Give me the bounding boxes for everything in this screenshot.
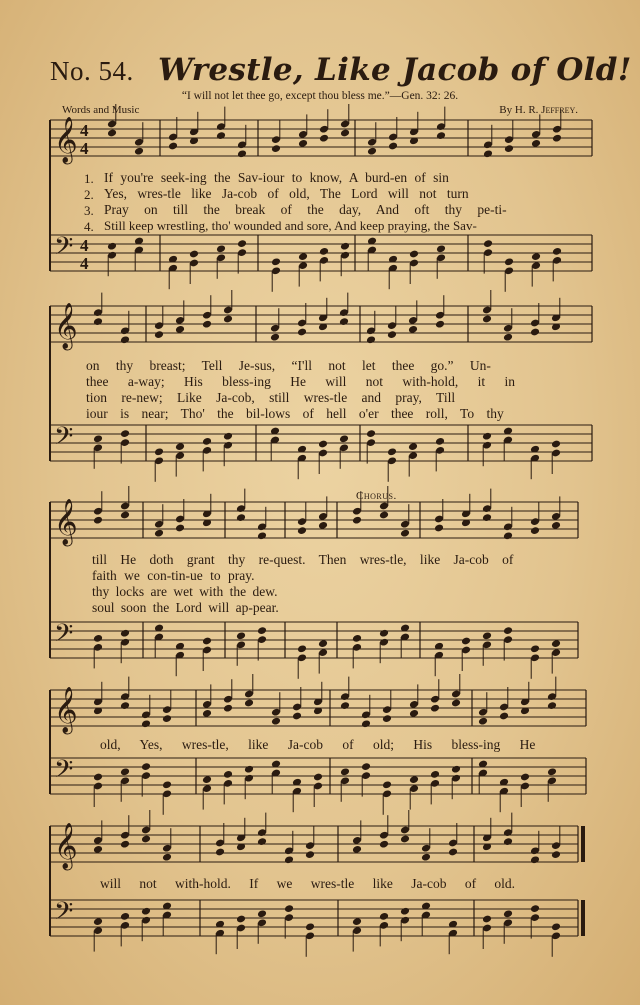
bass-clef-icon: 𝄢 — [54, 422, 74, 457]
chorus-label: Chorus. — [356, 490, 397, 502]
note-head — [257, 531, 267, 540]
note-head — [120, 429, 130, 438]
note-head — [216, 131, 226, 140]
bass-clef-icon: 𝄢 — [54, 232, 74, 267]
note-head — [93, 516, 103, 525]
note-head — [244, 765, 254, 774]
note-head — [366, 429, 376, 438]
note-head — [93, 634, 103, 643]
lyric-line: Still keep wrestling, tho' wounded and sore, And keep praying, the Sav- — [104, 218, 477, 233]
note-head — [552, 134, 562, 143]
note-head — [120, 511, 130, 520]
note-head — [141, 907, 151, 916]
lyric-line: thy locks are wet with the dew. — [92, 584, 278, 599]
note-head — [162, 780, 172, 789]
bass-clef-icon: 𝄢 — [54, 619, 74, 654]
verse-number: 4. — [84, 219, 94, 234]
bass-clef-icon: 𝄢 — [54, 755, 74, 790]
lyric-line: on thy breast; Tell Je-sus, “I'll not let thee go.” Un- — [86, 358, 491, 373]
note-head — [382, 780, 392, 789]
credits-by: By — [499, 104, 513, 116]
note-head — [107, 242, 117, 251]
note-head — [530, 328, 540, 337]
treble-clef-icon: 𝄞 — [54, 303, 78, 349]
note-head — [448, 848, 458, 857]
lyric-line: Pray on till the break of the day, And oft thy pe-ti- — [104, 202, 507, 217]
note-head — [434, 524, 444, 533]
note-head — [379, 840, 389, 849]
note-head — [361, 719, 371, 728]
note-head — [451, 765, 461, 774]
note-head — [237, 239, 247, 248]
author-name: H. R. Jeffrey. — [514, 104, 578, 116]
note-head — [297, 644, 307, 653]
note-head — [215, 848, 225, 857]
note-head — [482, 513, 492, 522]
note-head — [257, 837, 267, 846]
note-head — [436, 131, 446, 140]
verse-number: 1. — [84, 171, 94, 186]
lyric-line: soul soon the Lord will ap-pear. — [92, 600, 279, 615]
note-head — [292, 712, 302, 721]
note-head — [313, 773, 323, 782]
note-head — [409, 250, 419, 259]
note-head — [202, 637, 212, 646]
note-head — [340, 767, 350, 776]
note-head — [504, 144, 514, 153]
note-head — [216, 244, 226, 253]
note-head — [339, 434, 349, 443]
note-head — [478, 717, 488, 726]
note-head — [551, 850, 561, 859]
note-head — [223, 432, 233, 441]
note-head — [340, 129, 350, 138]
note-head — [284, 904, 294, 913]
note-head — [270, 333, 280, 342]
lyric-line: If you're seek-ing the Sav-iour to know, A burd-en of sin — [104, 170, 449, 185]
hymn-number: No. 54. — [50, 56, 134, 86]
note-head — [387, 330, 397, 339]
note-head — [305, 850, 315, 859]
note-head — [503, 333, 513, 342]
treble-clef-icon: 𝄞 — [54, 823, 78, 869]
note-head — [547, 767, 557, 776]
note-head — [435, 320, 445, 329]
note-head — [244, 699, 254, 708]
note-head — [435, 437, 445, 446]
note-head — [530, 644, 540, 653]
scripture-epigraph: “I will not let thee go, except thou bless me.”—Gen. 32: 26. — [181, 90, 459, 102]
note-head — [430, 704, 440, 713]
note-head — [202, 437, 212, 446]
note-head — [107, 129, 117, 138]
note-head — [503, 531, 513, 540]
note-head — [319, 134, 329, 143]
treble-clef-icon: 𝄞 — [54, 499, 78, 545]
note-head — [340, 701, 350, 710]
time-signature-icon: 4 — [80, 121, 89, 140]
note-head — [297, 526, 307, 535]
note-head — [352, 634, 362, 643]
note-head — [271, 144, 281, 153]
note-head — [366, 335, 376, 344]
note-head — [379, 912, 389, 921]
note-head — [551, 922, 561, 931]
note-head — [482, 432, 492, 441]
note-head — [503, 837, 513, 846]
time-signature-icon: 4 — [80, 139, 89, 158]
note-head — [530, 855, 540, 864]
time-signature-icon: 4 — [80, 254, 89, 273]
note-head — [154, 529, 164, 538]
note-head — [141, 719, 151, 728]
note-head — [319, 247, 329, 256]
bass-clef-icon: 𝄢 — [54, 897, 74, 932]
note-head — [318, 440, 328, 449]
note-head — [367, 147, 377, 156]
lyric-line: Yes, wres-tle like Ja-cob of old, The Lord will not turn — [104, 186, 469, 201]
note-head — [352, 516, 362, 525]
note-head — [482, 631, 492, 640]
note-head — [236, 915, 246, 924]
note-head — [120, 840, 130, 849]
note-head — [271, 717, 281, 726]
note-head — [400, 529, 410, 538]
note-head — [162, 714, 172, 723]
treble-clef-icon: 𝄞 — [54, 687, 78, 733]
note-head — [257, 909, 267, 918]
note-head — [271, 257, 281, 266]
note-head — [552, 247, 562, 256]
treble-clef-icon: 𝄞 — [54, 117, 78, 163]
note-head — [141, 762, 151, 771]
note-head — [154, 330, 164, 339]
note-head — [551, 440, 561, 449]
note-head — [120, 629, 130, 638]
note-head — [547, 701, 557, 710]
note-head — [340, 242, 350, 251]
lyric-line: tion re-new; Like Ja-cob, still wres-tle and pray, Till — [86, 390, 456, 405]
note-head — [430, 770, 440, 779]
lyric-line: will not with-hold. If we wres-tle like Ja-cob of old. — [100, 876, 516, 891]
note-head — [503, 626, 513, 635]
note-head — [520, 773, 530, 782]
note-head — [379, 629, 389, 638]
note-head — [504, 257, 514, 266]
note-head — [120, 912, 130, 921]
lyric-line: till He doth grant thy re-quest. Then wres-tle, like Ja-cob of — [92, 552, 514, 567]
note-head — [503, 909, 513, 918]
note-head — [379, 511, 389, 520]
note-head — [202, 320, 212, 329]
note-head — [189, 250, 199, 259]
note-head — [223, 770, 233, 779]
note-head — [236, 513, 246, 522]
note-head — [93, 773, 103, 782]
note-head — [93, 317, 103, 326]
note-head — [236, 631, 246, 640]
note-head — [361, 762, 371, 771]
note-head — [175, 524, 185, 533]
note-head — [154, 447, 164, 456]
note-head — [483, 149, 493, 158]
note-head — [400, 835, 410, 844]
time-signature-icon: 4 — [80, 236, 89, 255]
note-head — [482, 915, 492, 924]
note-head — [223, 315, 233, 324]
note-head — [530, 904, 540, 913]
note-head — [120, 335, 130, 344]
lyric-line: thee a-way; His bless-ing He will not with-hold, it in — [86, 374, 515, 389]
verse-number: 2. — [84, 187, 94, 202]
note-head — [162, 853, 172, 862]
note-head — [305, 922, 315, 931]
note-head — [482, 315, 492, 324]
note-head — [382, 714, 392, 723]
note-head — [388, 142, 398, 151]
note-head — [339, 317, 349, 326]
note-head — [461, 637, 471, 646]
note-head — [451, 699, 461, 708]
note-head — [297, 328, 307, 337]
note-head — [400, 907, 410, 916]
note-head — [134, 147, 144, 156]
note-head — [141, 835, 151, 844]
credits-words-music: Words and Music — [62, 104, 140, 116]
note-head — [237, 149, 247, 158]
note-head — [93, 434, 103, 443]
note-head — [436, 244, 446, 253]
note-head — [530, 526, 540, 535]
lyric-line: faith we con-tin-ue to pray. — [92, 568, 255, 583]
lyric-line: old, Yes, wres-tle, like Ja-cob of old; His bless-ing He — [100, 737, 536, 752]
verse-number: 3. — [84, 203, 94, 218]
hymn-title: Wrestle, Like Jacob of Old! — [158, 52, 632, 88]
note-head — [168, 142, 178, 151]
note-head — [223, 704, 233, 713]
note-head — [120, 701, 130, 710]
note-head — [387, 447, 397, 456]
note-head — [120, 767, 130, 776]
note-head — [499, 712, 509, 721]
note-head — [257, 626, 267, 635]
note-head — [284, 855, 294, 864]
note-head — [483, 239, 493, 248]
note-head — [421, 853, 431, 862]
lyric-line: iour is near; Tho' the bil-lows of hell o'er thee roll, To thy — [86, 406, 504, 421]
